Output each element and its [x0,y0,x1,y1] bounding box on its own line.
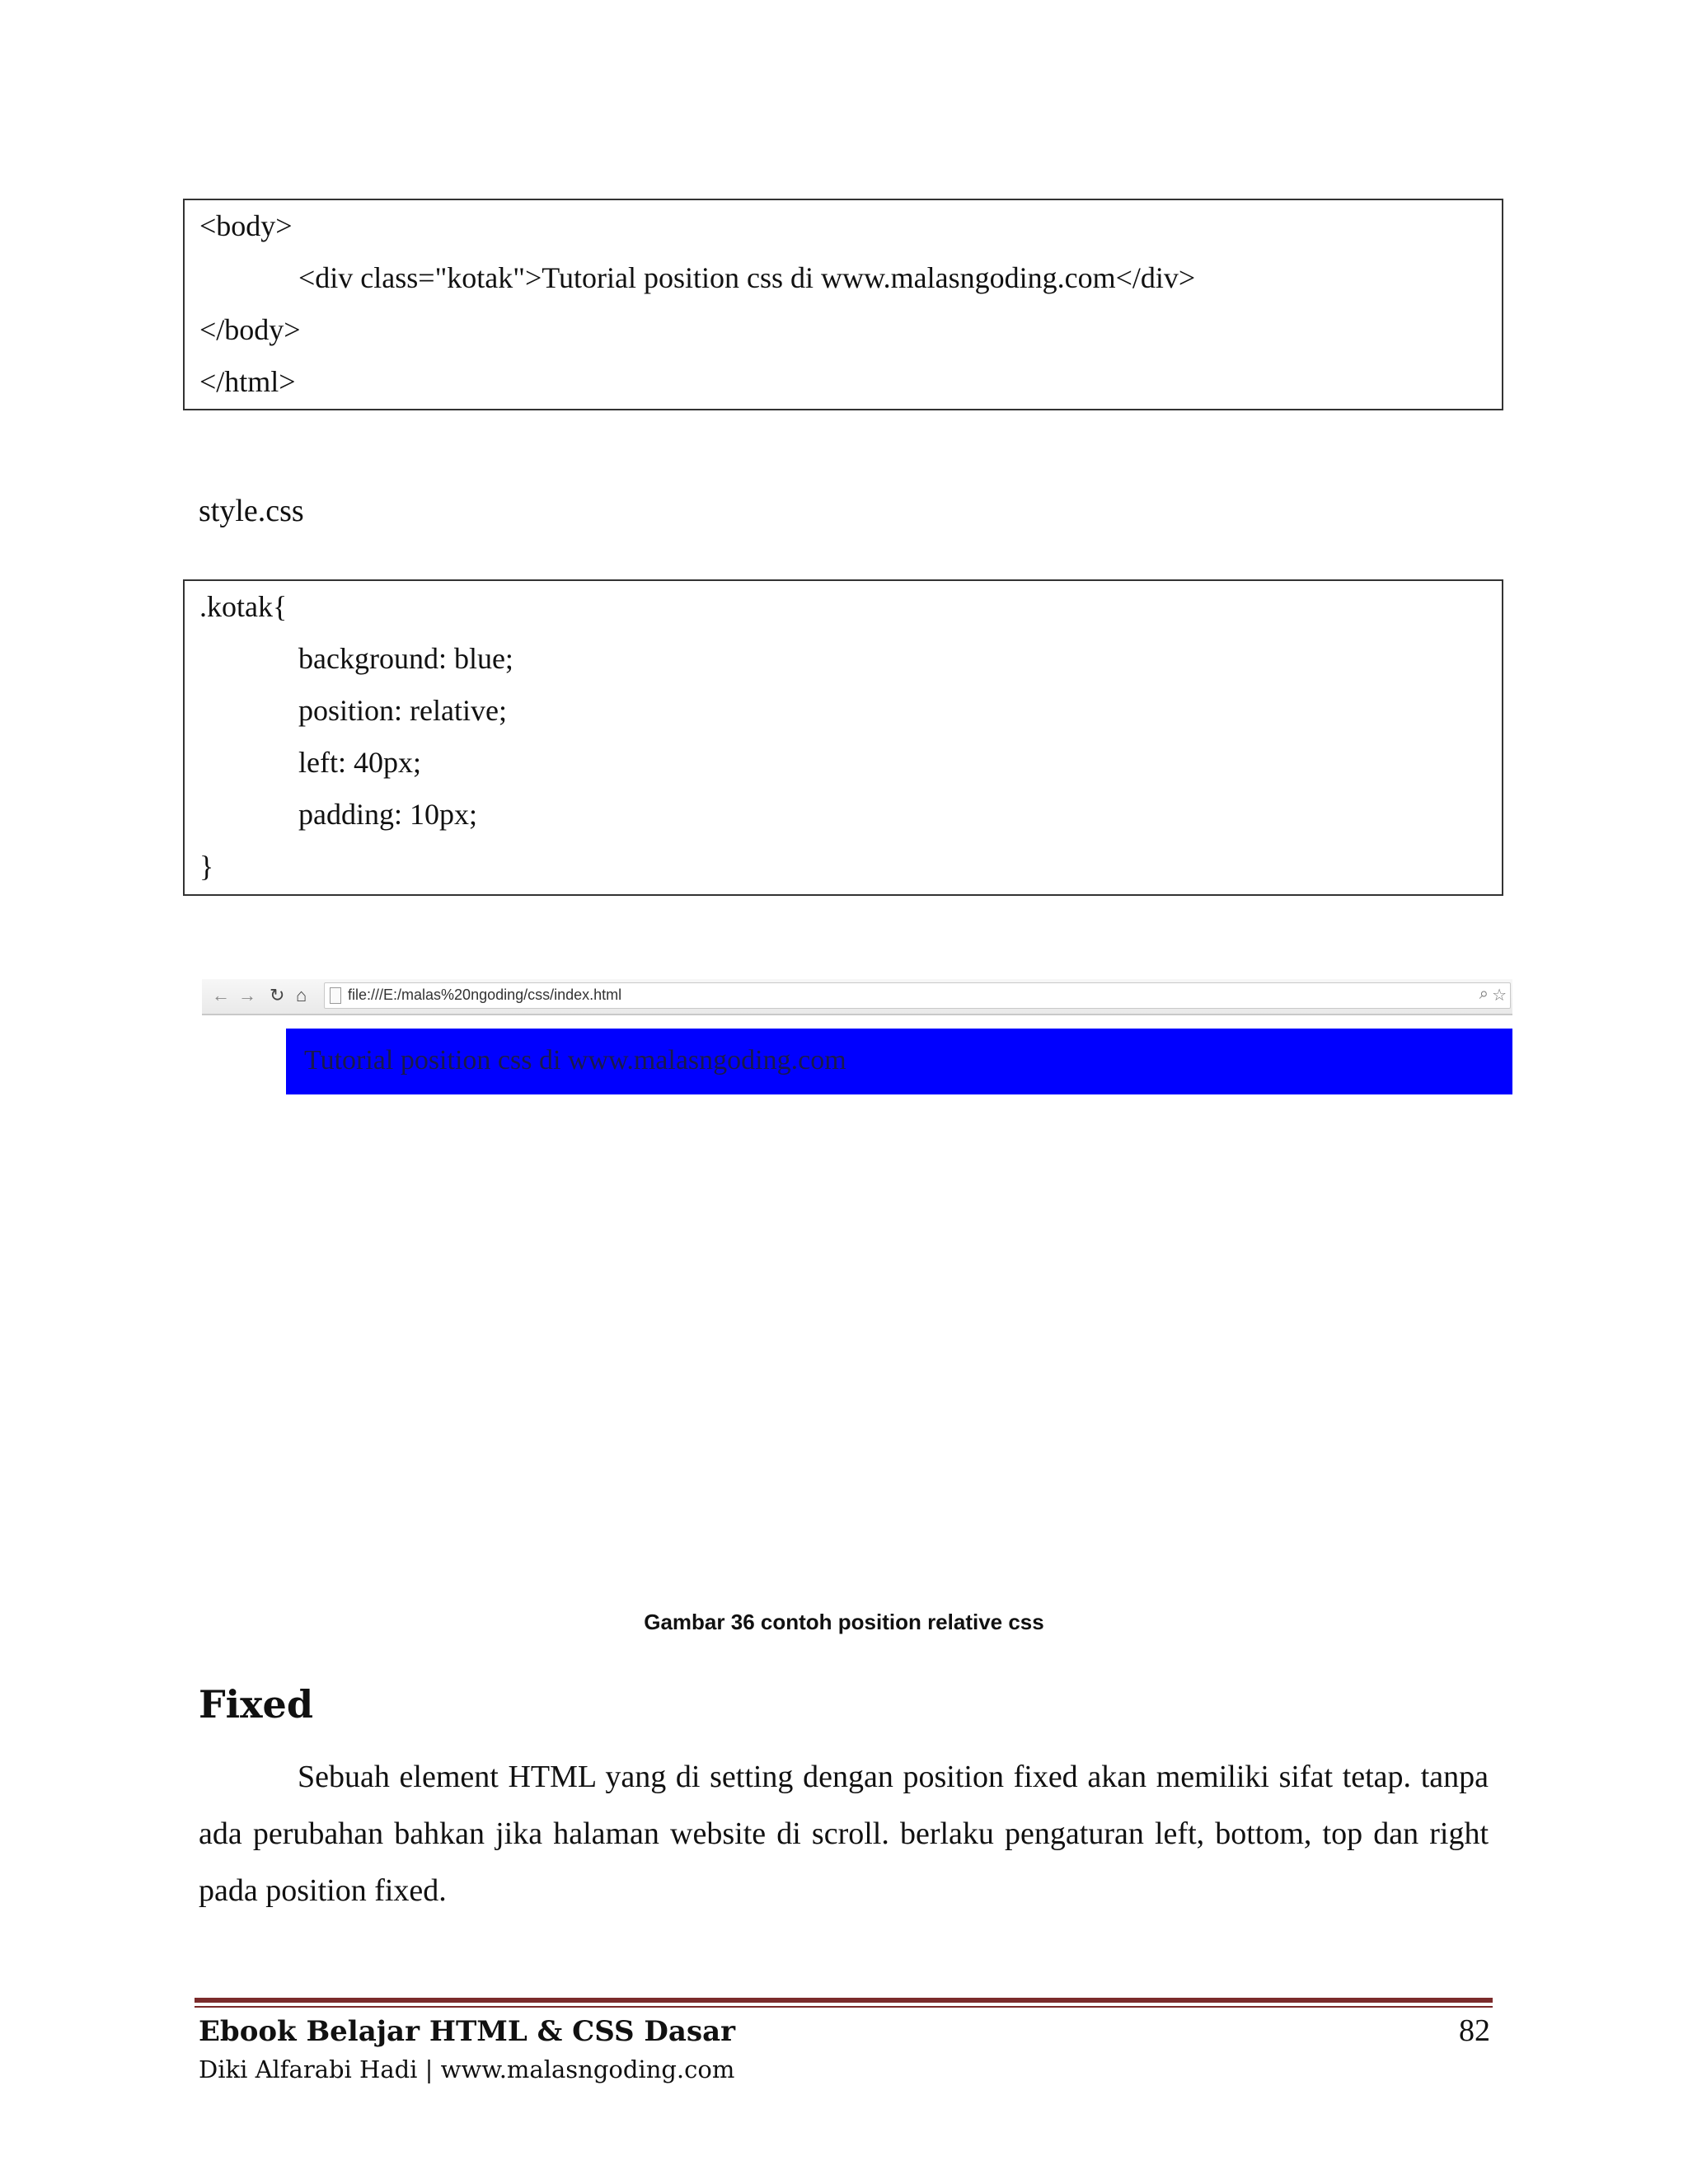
code-line: <div class="kotak">Tutorial position css di www.malasngoding.com</div> [298,261,1196,294]
browser-toolbar [202,979,1512,1015]
code-line: padding: 10px; [298,798,477,831]
section-heading: Fixed [199,1682,313,1727]
footer-title: Ebook Belajar HTML & CSS Dasar [199,2015,736,2048]
positioned-box [286,1029,1512,1094]
box-text: Tutorial position css di www.malasngoding.com [304,1045,846,1076]
code-line: .kotak{ [199,590,288,623]
page-number: 82 [1459,2013,1490,2048]
figure-caption: Gambar 36 contoh position relative css [644,1610,1044,1634]
section-paragraph: Sebuah element HTML yang di setting dengan position fixed akan memiliki sifat tetap. tanpa ada perubahan bahkan jika halaman website di scroll. berlaku pengaturan left, bottom, top dan right pada position fixed. [199,1760,1489,1908]
browser-screenshot [202,979,1512,1103]
footer-rule [195,1998,1493,2003]
code-line: position: relative; [298,694,507,727]
zoom-icon[interactable]: ⌕ [1479,985,1489,1003]
html-code-block [183,199,1503,410]
code-line: </html> [199,365,296,398]
page-icon [330,987,341,1004]
code-line: } [199,850,214,883]
home-icon[interactable]: ⌂ [296,985,307,1005]
url-text: file:///E:/malas%20ngoding/css/index.html [348,987,622,1003]
code-line: left: 40px; [298,746,421,779]
file-label: style.css [199,494,304,528]
star-icon[interactable]: ☆ [1492,987,1507,1005]
code-line: <body> [199,209,293,242]
code-line: </body> [199,313,301,346]
footer-author: Diki Alfarabi Hadi | www.malasngoding.com [199,2055,735,2083]
footer-rule [195,2006,1493,2008]
code-line: background: blue; [298,642,513,675]
address-bar[interactable] [324,982,1511,1009]
forward-arrow-icon[interactable]: → [238,985,256,1005]
css-code-block [183,579,1503,896]
back-arrow-icon[interactable]: ← [212,985,230,1005]
reload-icon[interactable]: ↻ [270,985,285,1005]
